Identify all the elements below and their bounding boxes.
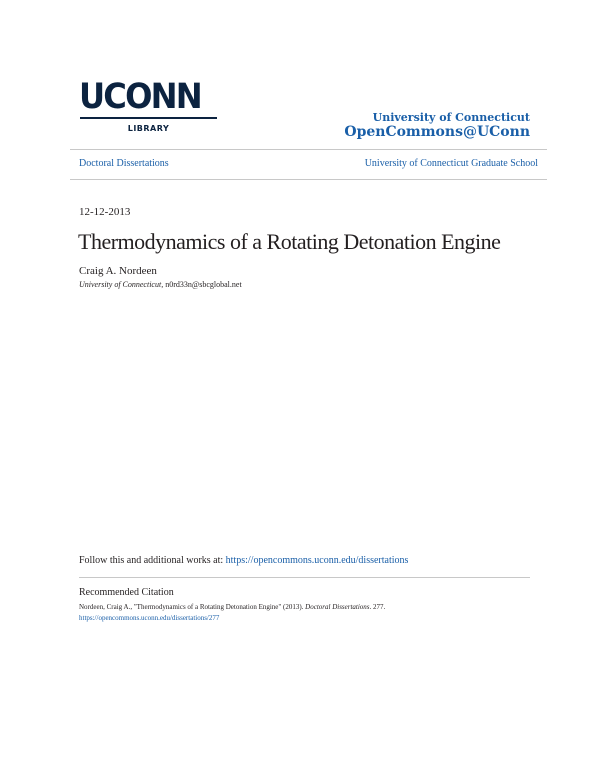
follow-link[interactable]: https://opencommons.uconn.edu/dissertations [225, 555, 409, 566]
publication-date: 12-12-2013 [79, 206, 131, 218]
citation-series: Doctoral Dissertations [305, 603, 370, 611]
follow-line [79, 555, 408, 566]
doctoral-dissertations-link[interactable]: Doctoral Dissertations [79, 158, 169, 169]
logo-library-label: LIBRARY [127, 124, 170, 133]
citation-text [79, 603, 385, 611]
breadcrumb-top-rule [70, 149, 547, 150]
document-title: Thermodynamics of a Rotating Detonation Engine [78, 229, 501, 254]
university-name: University of Connecticut [372, 111, 530, 124]
graduate-school-link[interactable]: University of Connecticut Graduate School [364, 158, 538, 169]
citation-top-rule [79, 577, 530, 578]
opencommons-link[interactable]: OpenCommons@UConn [344, 124, 530, 140]
recommended-citation-heading: Recommended Citation [79, 587, 174, 598]
affiliation-institution: University of Connecticut [79, 280, 162, 289]
affiliation-email: , n0rd33n@sbcglobal.net [161, 280, 242, 289]
author-name: Craig A. Nordeen [79, 265, 157, 277]
citation-number: . 277. [369, 603, 386, 611]
citation-main: Nordeen, Craig A., "Thermodynamics of a Rotating Detonation Engine" (2013). [79, 603, 306, 611]
follow-label: Follow this and additional works at: [79, 555, 226, 566]
breadcrumb-bottom-rule [70, 179, 547, 180]
author-affiliation [79, 280, 242, 289]
citation-url-link[interactable]: https://opencommons.uconn.edu/dissertations/277 [79, 614, 220, 622]
logo-divider [80, 117, 217, 119]
uconn-logo: UCONN [79, 77, 201, 117]
